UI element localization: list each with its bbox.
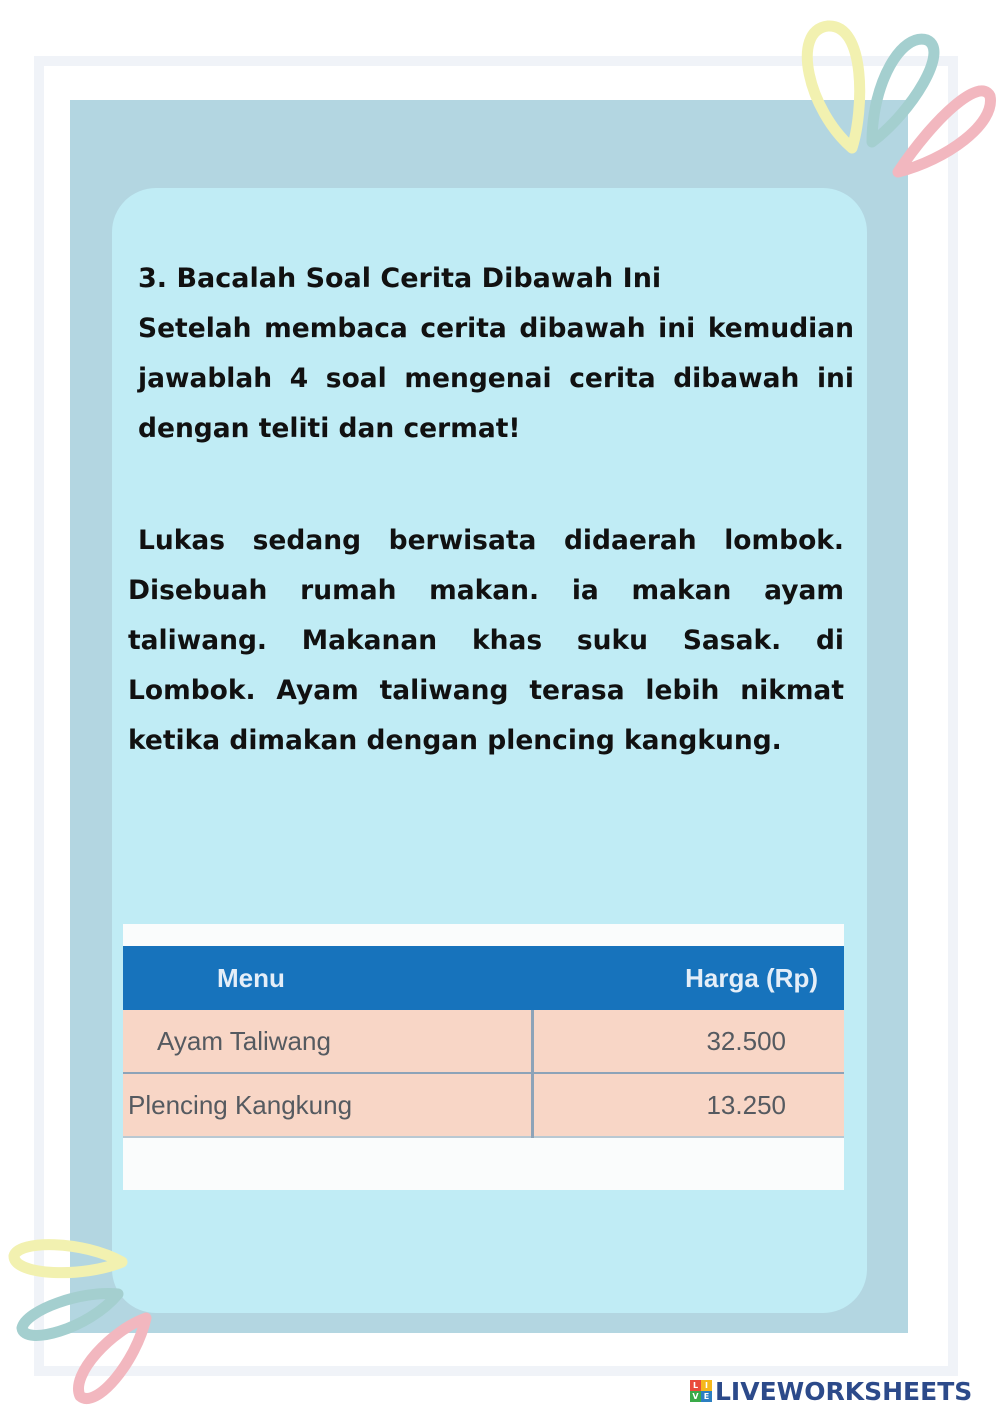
cell-price: 32.500 [533,1010,845,1073]
table-row [123,1073,844,1137]
logo-letter: V [690,1391,701,1402]
logo-letter: L [690,1380,701,1391]
table-header-row [123,946,844,1010]
cell-price: 13.250 [533,1073,845,1137]
question-instruction: Setelah membaca cerita dibawah ini kemudian jawablah 4 soal mengenai cerita dibawah ini dengan teliti dan cermat! [138,313,854,444]
story-paragraph: Lukas sedang berwisata didaerah lombok. Disebuah rumah makan. ia makan ayam taliwang. Makanan khas suku Sasak. di Lombok. Ayam taliwang terasa lebih nikmat ketika dimakan dengan plencing kangkung. [128,525,844,756]
liveworksheets-logo-icon [690,1380,712,1402]
header-price: Harga (Rp) [533,946,845,1010]
cell-menu: Plencing Kangkung [123,1073,533,1137]
price-table-image [123,924,844,1190]
price-table [123,946,844,1138]
liveworksheets-brand[interactable] [690,1374,972,1408]
cell-menu: Ayam Taliwang [123,1010,533,1073]
logo-letter: I [701,1380,712,1391]
header-menu: Menu [123,946,533,1010]
logo-letter: E [701,1391,712,1402]
brand-name: LIVEWORKSHEETS [715,1376,973,1406]
question-heading: 3. Bacalah Soal Cerita Dibawah Ini [138,263,662,294]
table-row [123,1010,844,1073]
